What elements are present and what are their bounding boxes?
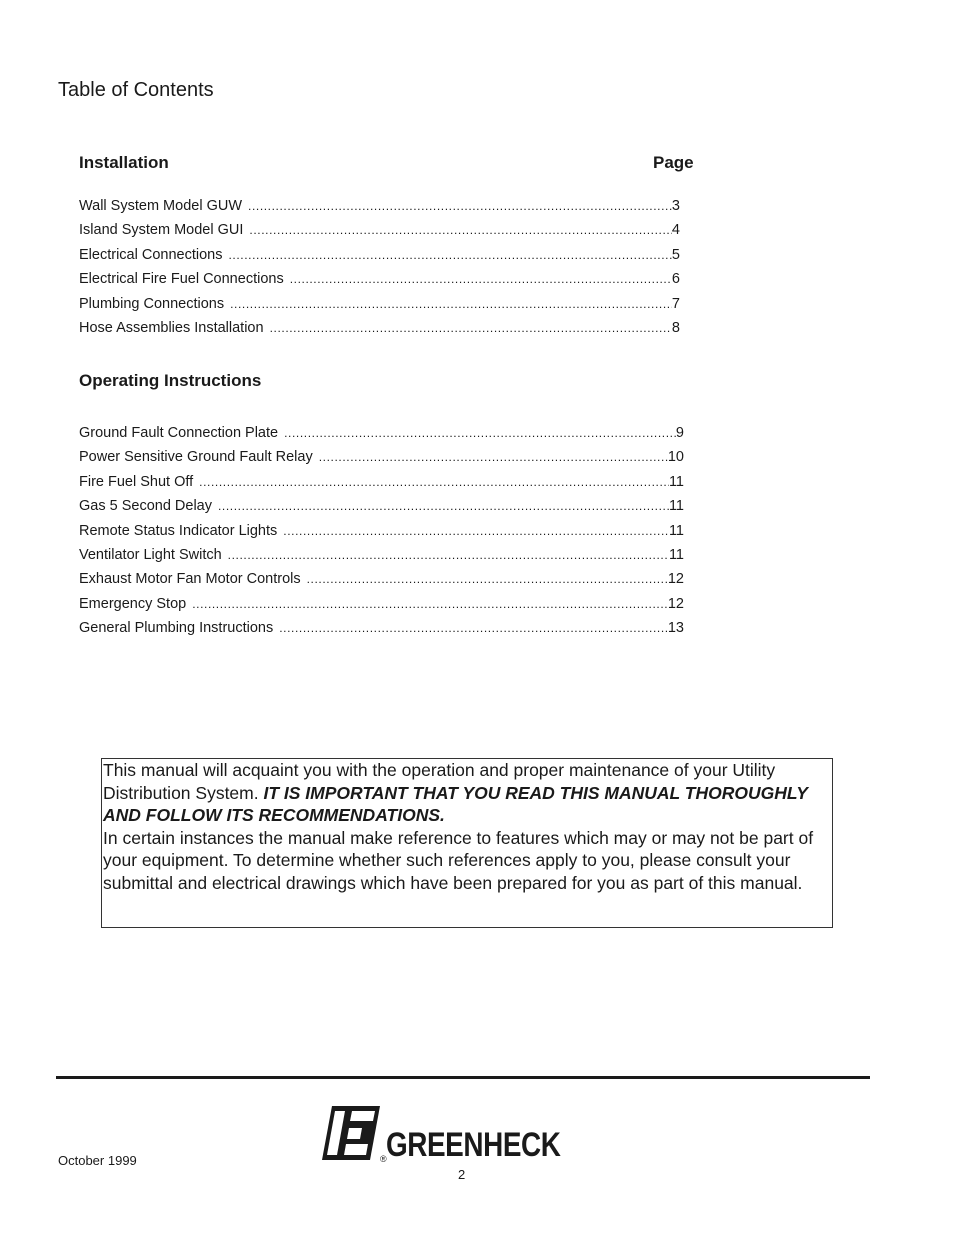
toc-entry-hose-assemblies: [79, 320, 680, 344]
toc-leader-dots: [249, 223, 672, 237]
toc-entry-page: 5: [671, 246, 680, 263]
notice-body-text: In certain instances the manual make reference to features which may or may not be part of your equipment. To determine whether such references apply to you, please consult your submittal and electrical drawings which have been prepared for you as part of this manual.: [103, 827, 814, 893]
notice-emphasis-text: IT IS IMPORTANT THAT YOU READ THIS MANUAL THOROUGHLY AND FOLLOW ITS RECOMMENDATIONS.: [103, 782, 808, 825]
page-title: Table of Contents: [58, 79, 214, 101]
toc-entry-electrical-connections: [79, 247, 680, 271]
toc-leader-dots: [279, 621, 668, 635]
toc-entry-gas-delay: [79, 498, 684, 522]
toc-entry-title: Island System Model GUI: [79, 222, 244, 239]
toc-entry-page: 9: [675, 425, 684, 441]
toc-leader-dots: [218, 499, 669, 513]
footer-divider: [56, 1076, 870, 1079]
toc-entry-general-plumbing: [79, 620, 684, 644]
installation-heading: Installation: [79, 153, 169, 172]
toc-entry-plumbing-connections: [79, 296, 680, 320]
toc-entry-ground-fault-relay: [79, 449, 684, 473]
toc-entry-title: Electrical Fire Fuel Connections: [79, 271, 284, 288]
toc-entry-page: 6: [671, 271, 680, 288]
toc-entry-fire-fuel-shut-off: [79, 474, 684, 498]
toc-leader-dots: [230, 297, 672, 311]
toc-entry-title: Emergency Stop: [79, 595, 187, 612]
toc-entry-page: 11: [668, 546, 684, 563]
toc-entry-page: 11: [668, 498, 684, 515]
toc-entry-title: Remote Status Indicator Lights: [79, 522, 278, 539]
toc-leader-dots: [290, 272, 672, 286]
toc-entry-title: Hose Assemblies Installation: [79, 319, 264, 336]
toc-entry-title: Power Sensitive Ground Fault Relay: [79, 449, 313, 466]
publication-date: October 1999: [58, 1153, 137, 1168]
toc-entry-page: 7: [671, 295, 680, 312]
toc-entry-title: Exhaust Motor Fan Motor Controls: [79, 571, 301, 588]
installation-toc-list: [79, 198, 680, 344]
toc-leader-dots: [284, 426, 676, 440]
toc-leader-dots: [192, 597, 668, 611]
operating-heading: Operating Instructions: [79, 371, 262, 390]
page-column-heading: Page: [653, 153, 694, 172]
toc-leader-dots: [248, 199, 672, 213]
toc-entry-emergency-stop: [79, 596, 684, 620]
toc-entry-ventilator-light-switch: [79, 547, 684, 571]
toc-entry-island-system: [79, 222, 680, 246]
toc-entry-page: 11: [668, 522, 684, 539]
operating-toc-list: [79, 425, 684, 645]
toc-entry-page: 12: [667, 595, 684, 612]
toc-leader-dots: [319, 450, 668, 464]
toc-entry-page: 13: [667, 620, 684, 637]
toc-entry-exhaust-motor-controls: [79, 571, 684, 595]
toc-entry-title: Ventilator Light Switch: [79, 546, 222, 563]
toc-leader-dots: [270, 321, 672, 335]
greenheck-wordmark: GREENHECK: [386, 1126, 561, 1164]
toc-leader-dots: [199, 475, 669, 489]
toc-entry-title: Fire Fuel Shut Off: [79, 473, 194, 490]
notice-first-paragraph: [103, 759, 832, 827]
toc-leader-dots: [228, 248, 671, 262]
toc-entry-title: Gas 5 Second Delay: [79, 498, 212, 515]
greenheck-logo: [322, 1104, 599, 1162]
toc-entry-ground-fault-plate: [79, 425, 684, 449]
toc-entry-electrical-fire-fuel: [79, 271, 680, 295]
manual-notice-box: [101, 758, 833, 928]
toc-entry-title: Plumbing Connections: [79, 295, 225, 312]
toc-entry-title: Ground Fault Connection Plate: [79, 425, 279, 441]
toc-entry-remote-status-lights: [79, 523, 684, 547]
toc-entry-page: 8: [671, 319, 680, 336]
toc-entry-page: 12: [667, 571, 684, 588]
notice-intro-text: This manual will acquaint you with the operation and proper maintenance of your Utility Distribution System.: [103, 760, 776, 803]
toc-leader-dots: [228, 548, 669, 562]
toc-entry-wall-system: [79, 198, 680, 222]
toc-entry-title: Electrical Connections: [79, 246, 223, 263]
page-number: 2: [458, 1167, 466, 1182]
toc-entry-page: 3: [671, 198, 680, 214]
toc-entry-page: 4: [671, 222, 680, 239]
toc-entry-title: General Plumbing Instructions: [79, 620, 274, 637]
toc-entry-page: 10: [667, 449, 684, 466]
greenheck-logo-mark-icon: [322, 1104, 382, 1162]
registered-mark: ®: [380, 1154, 387, 1164]
toc-leader-dots: [307, 572, 668, 586]
toc-leader-dots: [283, 524, 669, 538]
toc-entry-title: Wall System Model GUW: [79, 198, 243, 214]
toc-entry-page: 11: [668, 473, 684, 490]
